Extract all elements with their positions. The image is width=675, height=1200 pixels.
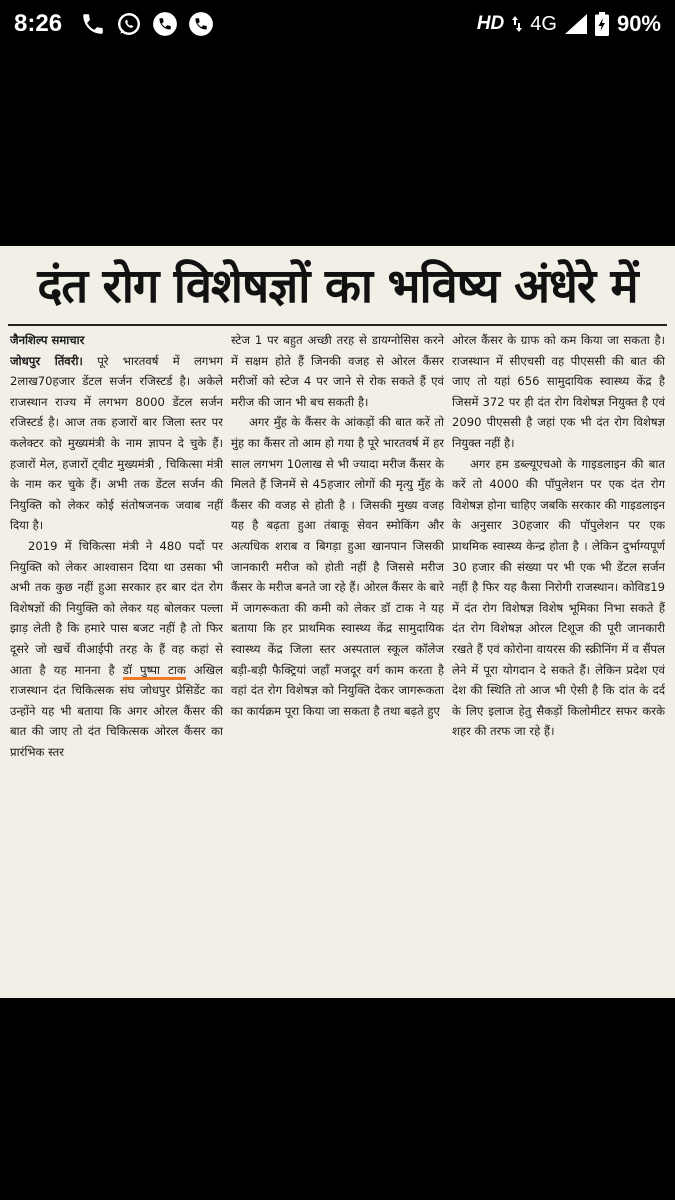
article-column-3 <box>452 330 665 994</box>
article-column-2 <box>231 330 444 994</box>
article-byline: जैनशिल्प समाचार <box>10 333 85 347</box>
status-bar <box>0 0 675 48</box>
paragraph-text: अखिल राजस्थान दंत चिकित्सक संघ जोधपुर प्रेसिडेंट का उन्होंने यह भी बताया कि अगर ओरल कैंसर की बात की जाए तो दंत चिकित्सक ओरल कैंसर का प्रारंभिक स्तर <box>10 662 223 759</box>
paragraph: अगर हम डब्ल्यूएचओ के गाइडलाइन की बात करें तो 4000 की पॉपुलेशन पर एक दंत रोग विशेषज्ञ होना चाहिए जबकि सरकार की गाइडलाइन के अनुसार 30हजार की पॉपुलेशन पर एक प्राथमिक स्वास्थ्य केन्द्र होता है । लेकिन दुर्भाग्यपूर्ण 30 हजार की संख्या पर भी एक भी डेंटल सर्जन नहीं है फिर यह कैसा निरोगी राजस्थान। कोविड19 में दंत रोग विशेषज्ञ विशेष भूमिका निभा सकते हैं दंत रोग विशेषज्ञ ओरल टिशूज की पूरी जानकारी रखते हैं एवं कोरोना वायरस की स्क्रीनिंग में व सैंपल लेने में पूरा योगदान दे सकते हैं। लेकिन प्रदेश एवं देश की स्थिति तो आज भी ऐसी है कि दांत के दर्द के लिए इलाज हेतु सैकड़ों किलोमीटर सफर करके शहर की तरफ जा रहे हैं। <box>452 456 665 739</box>
data-arrows-icon <box>512 15 522 33</box>
notification-icons <box>80 11 214 37</box>
hd-voice-indicator: HD <box>476 13 505 34</box>
article-headline: दंत रोग विशेषज्ञों का भविष्य अंधेरे में <box>37 259 638 314</box>
phone-missed-icon <box>80 11 106 37</box>
highlighted-name: डॉ पुष्पा टाक <box>123 663 186 680</box>
signal-strength-icon <box>565 14 587 34</box>
newspaper-clipping[interactable] <box>0 246 675 998</box>
paragraph: स्टेज 1 पर बहुत अच्छी तरह से डायग्नोसिस करने में सक्षम होते हैं जिनकी वजह से ओरल कैंसर मरीजों को स्टेज 4 पर जाने से रोक सकते हैं एवं मरीज की जान भी बच सकती है। <box>231 333 444 409</box>
network-type: 4G <box>530 12 557 35</box>
battery-percentage: 90% <box>616 11 661 36</box>
whatsapp-icon <box>116 11 142 37</box>
system-indicators <box>477 11 661 37</box>
paragraph-text: पूरे भारतवर्ष में लगभग 2लाख70हजार डेंटल सर्जन रजिस्टर्ड है। अकेले राजस्थान राज्य में लगभग 8000 डेंटल सर्जन रजिस्टर्ड है। आज तक हजारों बार जिला स्तर पर कलेक्टर को मुख्यमंत्री के नाम ज्ञापन दे चुके हैं। हजारों मेल, हजारों ट्वीट मुख्यमंत्री , चिकित्सा मंत्री के नाम कर चुके हैं। अभी तक डेंटल सर्जन की नियुक्ति को लेकर कोई संतोषजनक जवाब नहीं दिया है। <box>10 353 223 533</box>
article-dateline: जोधपुर तिंवरी। <box>10 353 83 368</box>
paragraph <box>10 536 223 763</box>
phone-call-icon <box>152 11 178 37</box>
headline-divider <box>8 324 667 326</box>
article-column-1 <box>10 330 223 994</box>
battery-charging-icon <box>595 12 609 36</box>
paragraph: ओरल कैंसर के ग्राफ को कम किया जा सकता है। राजस्थान में सीएचसी वह पीएससी की बात की जाए तो यहां 656 सामुदायिक स्वास्थ्य केंद्र है जिसमें 372 पर ही दंत रोग विशेषज्ञ नियुक्त है एवं 2090 पीएससी है जहां एक भी दंत रोग विशेषज्ञ नियुक्त नहीं है। <box>452 333 665 450</box>
status-time: 8:26 <box>14 10 63 37</box>
paragraph <box>10 351 223 536</box>
phone-call-icon <box>188 11 214 37</box>
paragraph-text: 2019 में चिकित्सा मंत्री ने 480 पदों पर नियुक्ति को लेकर आश्वासन दिया था उसका भी अभी तक कुछ नहीं हुआ सरकार हर बार दंत रोग विशेषज्ञों की नियुक्ति को लेकर यह बोलकर पल्ला झाड़ लेती है कि हमारे पास बजट नहीं है तो फिर दूसरे जो खर्चे वीआईपी तरह के हैं वह कहां से आता है यह मानना है <box>10 538 223 677</box>
paragraph: अगर मुँह के कैंसर के आंकड़ों की बात करें तो मुंह का कैंसर तो आम हो गया है पूरे भारतवर्ष में हर साल लगभग 10लाख से भी ज्यादा मरीज कैंसर के मिलते हैं जिनमें से 45हजार लोगों की मृत्यु मुँह के कैंसर की वजह से होती है । जिसकी मुख्य वजह यह है बढ़ता हुआ तंबाकू सेवन स्मोकिंग और अत्यधिक शराब व बिगड़ा हुआ खानपान जिसकी जानकारी मरीज को होती नहीं है जिससे मरीज कैंसर के मरीज बनते जा रहे हैं। ओरल कैंसर के बारे में जागरूकता की कमी को लेकर डॉ टाक ने यह बताया कि हर प्राथमिक स्वास्थ्य केंद्र सामुदायिक स्वास्थ्य केंद्र जिला स्तर अस्पताल स्कूल कॉलेज बड़ी-बड़ी फैक्ट्रियां जहाँ मजदूर वर्ग काम करता है वहां दंत रोग विशेषज्ञ को नियुक्ति देकर जागरूकता का कार्यक्रम पूरा किया जा सकता है तथा बढ़ते हुए <box>231 415 444 718</box>
article-body <box>10 330 665 994</box>
